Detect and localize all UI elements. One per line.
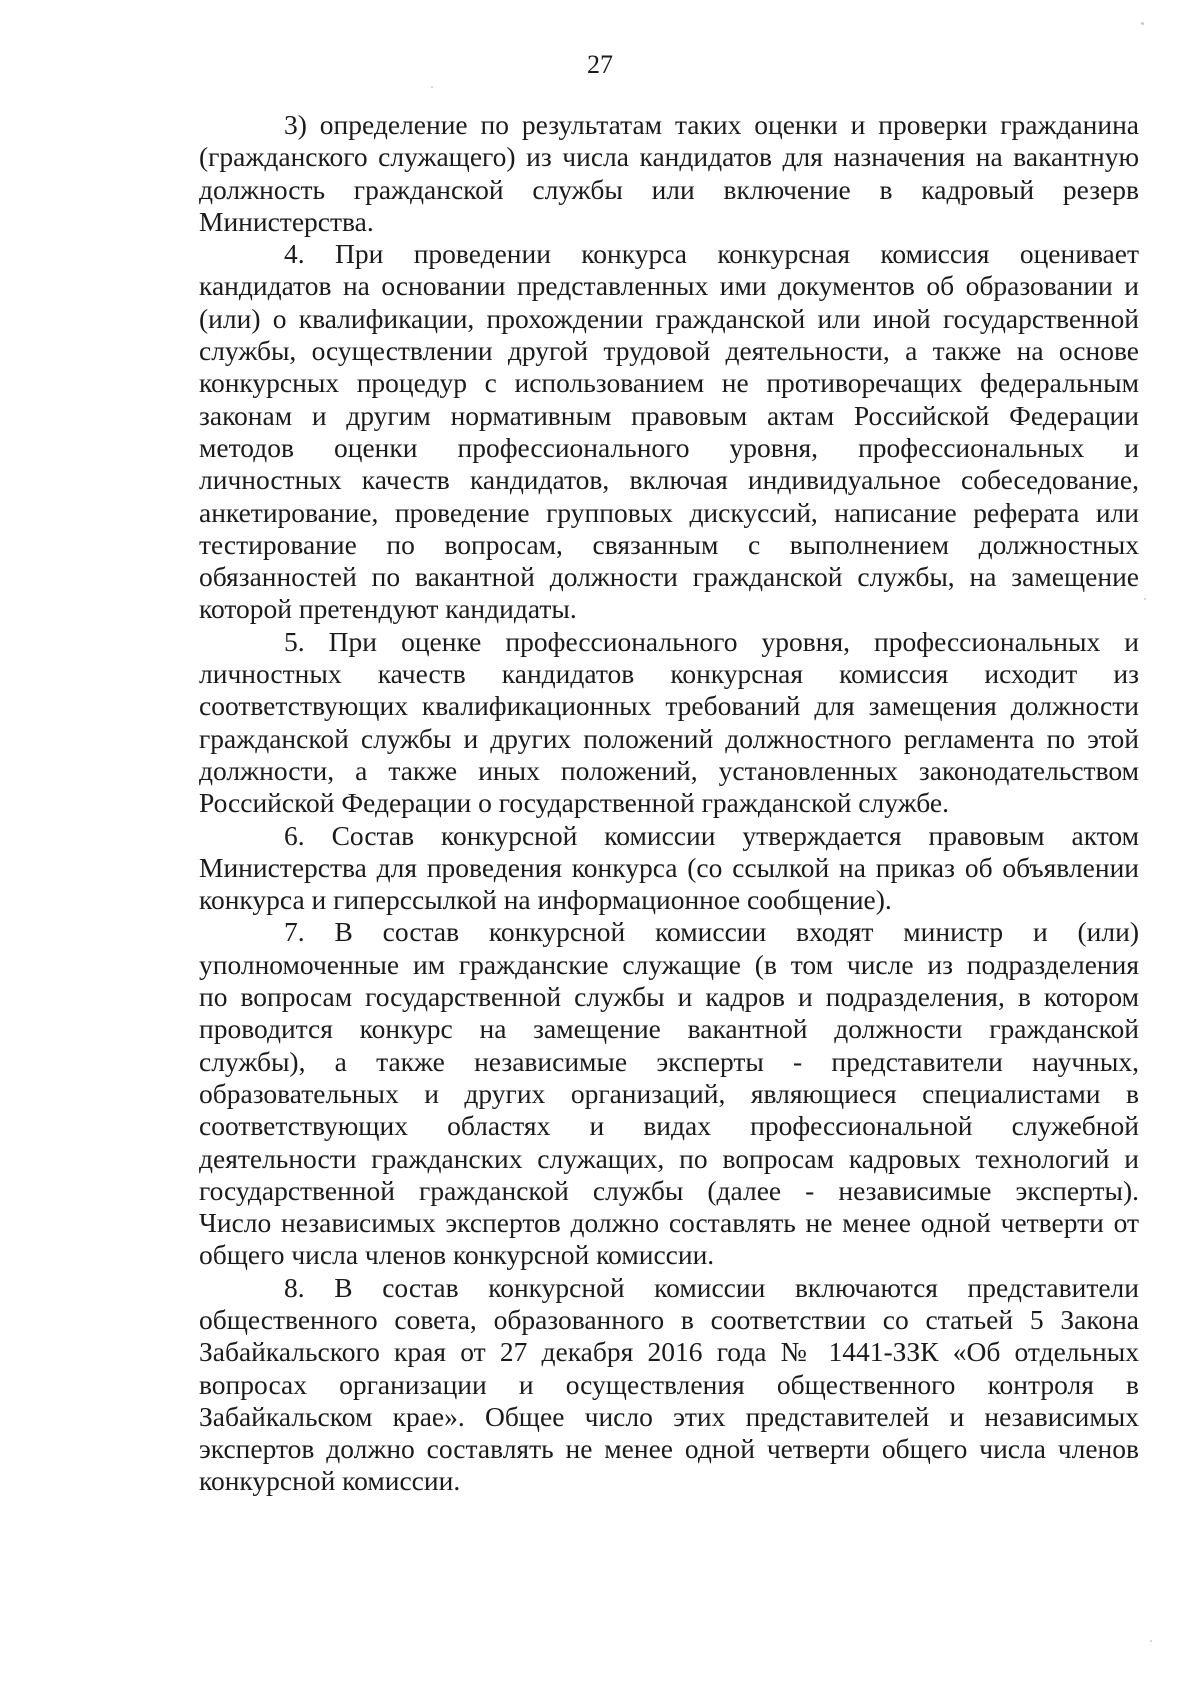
text-line: должности, а также иных положений, установленных законодательством — [199, 754, 1139, 786]
text-line: вопросах организации и осуществления общественного контроля в — [199, 1368, 1139, 1400]
text-line: 4. При проведении конкурса конкурсная комиссия оценивает — [284, 238, 1139, 270]
text-line: 3) определение по результатам таких оценки и проверки гражданина — [284, 109, 1139, 140]
text-line: Российской Федерации о государственной гражданской службе. — [199, 787, 949, 819]
text-line: конкурсных процедур с использованием не противоречащих федеральным — [199, 367, 1139, 399]
text-line: образовательных и других организаций, являющиеся специалистами в — [199, 1077, 1139, 1109]
text-line: методов оценки профессионального уровня, профессиональных и — [199, 431, 1139, 463]
text-line: анкетирование, проведение групповых дискуссий, написание реферата или — [199, 496, 1139, 528]
text-line: законам и другим нормативным правовым актам Российской Федерации — [199, 399, 1139, 431]
text-line: гражданской службы и других положений должностного регламента по этой — [199, 722, 1139, 754]
text-line: кандидатов на основании представленных ими документов об образовании и — [199, 270, 1139, 302]
text-line: общего числа членов конкурсной комиссии. — [199, 1239, 715, 1271]
text-line: службы, осуществлении другой трудовой деятельности, а также на основе — [199, 335, 1139, 367]
scan-speck — [431, 86, 433, 88]
paragraph-p3 — [199, 109, 1139, 238]
text-line: конкурса и гиперссылкой на информационное сообщение). — [199, 884, 892, 916]
text-line: которой претендуют кандидаты. — [199, 593, 577, 625]
text-line: обязанностей по вакантной должности гражданской службы, на замещение — [199, 561, 1139, 593]
text-line: Забайкальском крае». Общее число этих представителей и независимых — [199, 1400, 1139, 1432]
paragraph-p5 — [199, 626, 1139, 820]
text-line: тестирование по вопросам, связанным с выполнением должностных — [199, 528, 1139, 560]
text-line: 7. В состав конкурсной комиссии входят министр и (или) — [284, 916, 1139, 948]
scan-speck — [1141, 22, 1144, 25]
text-line: уполномоченные им гражданские служащие (в том числе из подразделения — [199, 948, 1139, 980]
text-line: соответствующих областях и видах профессиональной служебной — [199, 1110, 1139, 1142]
text-line: экспертов должно составлять не менее одной четверти общего числа членов — [199, 1433, 1139, 1465]
text-line: проводится конкурс на замещение вакантной должности гражданской — [199, 1013, 1139, 1045]
document-body — [199, 109, 1139, 1498]
text-line: Забайкальского края от 27 декабря 2016 года № 1441-ЗЗК «Об отдельных — [199, 1336, 1139, 1368]
paragraph-p8 — [199, 1272, 1139, 1498]
text-line: 6. Состав конкурсной комиссии утверждается правовым актом — [284, 819, 1139, 851]
scan-speck — [1144, 598, 1146, 600]
scan-speck — [1150, 1640, 1152, 1642]
text-line: (или) о квалификации, прохождении гражданской или иной государственной — [199, 302, 1139, 334]
text-line: 8. В состав конкурсной комиссии включаются представители — [284, 1271, 1139, 1303]
text-line: деятельности гражданских служащих, по вопросам кадровых технологий и — [199, 1142, 1139, 1174]
text-line: Число независимых экспертов должно составлять не менее одной четверти от — [199, 1207, 1139, 1239]
text-line: службы), а также независимые эксперты - представители научных, — [199, 1045, 1139, 1077]
text-line: личностных качеств кандидатов, включая индивидуальное собеседование, — [199, 464, 1139, 496]
text-line: по вопросам государственной службы и кадров и подразделения, в котором — [199, 981, 1139, 1013]
text-line: должность гражданской службы или включение в кадровый резерв — [199, 173, 1139, 205]
text-line: государственной гражданской службы (далее - независимые эксперты). — [199, 1174, 1139, 1206]
text-line: конкурсной комиссии. — [199, 1465, 461, 1497]
text-line: Министерства. — [199, 205, 374, 237]
text-line: (гражданского служащего) из числа кандидатов для назначения на вакантную — [199, 141, 1139, 173]
text-line: Министерства для проведения конкурса (со ссылкой на приказ об объявлении — [199, 851, 1139, 883]
paragraph-p7 — [199, 916, 1139, 1271]
page-number: 27 — [587, 50, 613, 79]
text-line: 5. При оценке профессионального уровня, профессиональных и — [284, 625, 1139, 657]
paragraph-p4 — [199, 238, 1139, 626]
text-line: соответствующих квалификационных требований для замещения должности — [199, 690, 1139, 722]
text-line: общественного совета, образованного в соответствии со статьей 5 Закона — [199, 1303, 1139, 1335]
text-line: личностных качеств кандидатов конкурсная комиссия исходит из — [199, 658, 1139, 690]
paragraph-p6 — [199, 820, 1139, 917]
